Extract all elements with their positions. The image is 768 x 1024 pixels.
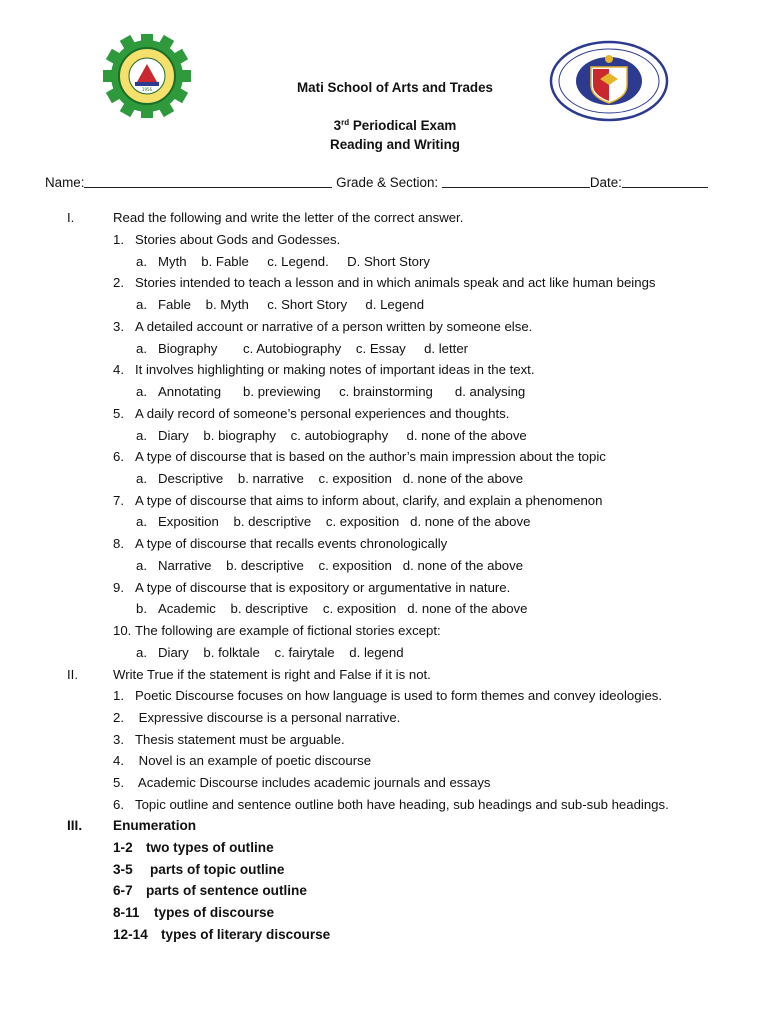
question-choices [136,341,468,356]
question [113,449,606,464]
statement-number: 1. [113,688,124,703]
enumeration-item [113,905,274,920]
enumeration-item [113,927,330,942]
question-text: A type of discourse that is expository or argumentative in nature. [135,580,511,595]
question [113,493,602,508]
choice-text: Diary b. folktale c. fairytale d. legend [158,645,404,660]
statement-number: 2. [113,710,124,725]
grade-section-label: Grade & Section: [332,175,442,190]
name-field[interactable] [84,175,332,188]
statement-text: Thesis statement must be arguable. [135,732,345,747]
choice-text: Academic b. descriptive c. exposition d. none of the above [158,601,528,616]
statement [113,775,491,790]
question-number: 10. [113,623,132,638]
choice-marker: a. [136,558,147,573]
question-text: A type of discourse that is based on the author’s main impression about the topic [135,449,606,464]
question-number: 8. [113,536,124,551]
question-choices [136,601,527,616]
question-text: A daily record of someone’s personal experiences and thoughts. [135,406,510,421]
choice-text: Biography c. Autobiography c. Essay d. letter [158,341,469,356]
statement-text: Expressive discourse is a personal narrative. [135,710,401,725]
statement [113,688,662,703]
school-name: Mati School of Arts and Trades [297,80,493,95]
choice-text: Fable b. Myth c. Short Story d. Legend [158,297,425,312]
enumeration-text: two types of outline [146,840,274,855]
question [113,536,447,551]
enumeration-range: 8-11 [113,905,140,920]
statement [113,732,345,747]
enumeration-range: 6-7 [113,883,133,898]
statement-number: 5. [113,775,124,790]
date-field[interactable] [622,175,708,188]
choice-marker: a. [136,514,147,529]
choice-text: Narrative b. descriptive c. exposition d. none of the above [158,558,524,573]
question-choices [136,254,430,269]
enumeration-item [113,883,307,898]
choice-text: Descriptive b. narrative c. exposition d. none of the above [158,471,524,486]
statement-number: 6. [113,797,124,812]
statement-number: 4. [113,753,124,768]
choice-marker: a. [136,254,147,269]
school-logo [95,34,199,118]
statement [113,797,669,812]
question-text: It involves highlighting or making notes of important ideas in the text. [135,362,535,377]
choice-marker: a. [136,384,147,399]
enumeration-range: 3-5 [113,862,133,877]
exam-title-rest: Periodical Exam [349,118,457,133]
choice-text: Annotating b. previewing c. brainstorming d. analysing [158,384,526,399]
enumeration-item [113,862,284,877]
part2-numeral: II. [67,667,78,682]
choice-marker: a. [136,645,147,660]
part1-instruction: Read the following and write the letter of the correct answer. [113,210,464,225]
exam-title [0,118,768,133]
question-choices [136,645,404,660]
enumeration-item [113,840,274,855]
question-number: 4. [113,362,124,377]
statement-text: Academic Discourse includes academic journals and essays [135,775,491,790]
question-number: 6. [113,449,124,464]
exam-subject: Reading and Writing [330,137,460,152]
part3-numeral: III. [67,818,83,833]
question-text: A detailed account or narrative of a person written by someone else. [135,319,533,334]
question-choices [136,297,424,312]
question-text: A type of discourse that recalls events chronologically [135,536,448,551]
question-number: 9. [113,580,124,595]
question-choices [136,428,527,443]
statement-text: Poetic Discourse focuses on how language is used to form themes and convey ideologies. [135,688,663,703]
grade-section-field[interactable] [442,175,590,188]
student-info-line [45,175,708,190]
statement [113,710,400,725]
question [113,362,535,377]
question-choices [136,514,530,529]
choice-marker: a. [136,428,147,443]
question-text: Stories intended to teach a lesson and in which animals speak and act like human beings [135,275,656,290]
question-choices [136,384,525,399]
enumeration-range: 1-2 [113,840,133,855]
question [113,623,441,638]
choice-marker: a. [136,341,147,356]
question [113,232,340,247]
question-number: 1. [113,232,124,247]
enumeration-text: types of discourse [154,905,275,920]
choice-marker: b. [136,601,147,616]
question-choices [136,558,523,573]
statement [113,753,371,768]
date-label: Date: [589,175,622,190]
question-number: 3. [113,319,124,334]
question-text: A type of discourse that aims to inform about, clarify, and explain a phenomenon [135,493,603,508]
name-label: Name: [45,175,85,190]
choice-text: Myth b. Fable c. Legend. D. Short Story [158,254,430,269]
question [113,406,509,421]
enumeration-text: parts of topic outline [150,862,285,877]
question [113,275,656,290]
question-text: Stories about Gods and Godesses. [135,232,341,247]
question [113,319,532,334]
exam-ordinal-number: 3 [333,118,342,133]
choice-text: Diary b. biography c. autobiography d. none of the above [158,428,527,443]
statement-text: Novel is an example of poetic discourse [135,753,372,768]
enumeration-range: 12-14 [113,927,148,942]
question-number: 7. [113,493,124,508]
exam-ordinal-suffix: rd [341,118,350,127]
enumeration-text: parts of sentence outline [146,883,307,898]
school-logo-year: 1956 [141,87,153,92]
question-number: 5. [113,406,124,421]
question-number: 2. [113,275,124,290]
statement-number: 3. [113,732,124,747]
choice-text: Exposition b. descriptive c. exposition d. none of the above [158,514,531,529]
part2-instruction: Write True if the statement is right and False if it is not. [113,667,431,682]
choice-marker: a. [136,297,147,312]
question [113,580,510,595]
part1-numeral: I. [67,210,75,225]
part3-title: Enumeration [113,818,197,833]
statement-text: Topic outline and sentence outline both have heading, sub headings and sub-sub headings. [135,797,669,812]
question-choices [136,471,523,486]
choice-marker: a. [136,471,147,486]
question-text: The following are example of fictional stories except: [135,623,441,638]
enumeration-text: types of literary discourse [161,927,331,942]
